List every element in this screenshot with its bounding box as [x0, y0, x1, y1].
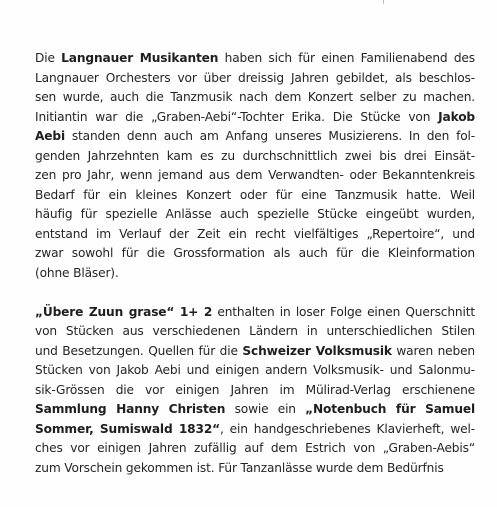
text-line	[35, 108, 475, 128]
text-line	[35, 439, 475, 459]
text-line	[35, 244, 475, 264]
text-line	[35, 225, 475, 245]
text-segment: sen wurde, auch die Tanzmusik nach dem Konzert selber zu machen.	[35, 90, 475, 104]
text-segment: Langnauer Orchesters vor über dreissig Jahren gebildet, als beschlos-	[35, 70, 475, 85]
text-segment: zen pro Jahr, wenn jemand aus dem Verwandten- oder Bekanntenkreis	[35, 168, 475, 182]
text-line	[35, 303, 475, 323]
text-line	[35, 49, 475, 69]
text-segment: Initiantin war die „Graben-Aebi“-Tochter Erika. Die Stücke von	[35, 109, 439, 124]
text-line	[35, 361, 475, 381]
text-segment: , ein handgeschriebenes Klavierheft, wel-	[220, 421, 475, 436]
text-line	[35, 147, 475, 167]
text-line	[35, 381, 475, 401]
text-segment: und Besetzungen. Quellen für die	[35, 343, 243, 358]
text-segment: zwar sowohl für die Grossformation als auch für die Kleinformation	[35, 246, 475, 260]
bold-text: Langnauer Musikanten	[61, 51, 219, 65]
scan-mark	[383, 0, 384, 4]
text-line	[35, 69, 475, 89]
text-segment: sik-Grössen die vor einigen Jahren im Mülirad-Verlag erschienene	[35, 382, 475, 397]
text-line	[35, 88, 475, 108]
text-segment: ches vor einigen Jahren zufällig auf dem Estrich von „Graben-Aebis“	[35, 441, 475, 455]
paragraph	[35, 303, 475, 479]
text-segment: Stücken von Jakob Aebi und einigen andern Volksmusik- und Salonmu-	[35, 363, 475, 377]
text-line	[35, 420, 475, 440]
bold-text: Sammlung Hanny Christen	[35, 402, 226, 416]
text-line	[35, 400, 475, 420]
text-line	[35, 264, 475, 284]
text-segment: genden Jahrzehnten kam es zu durchschnittlich zwei bis drei Einsät-	[35, 148, 475, 163]
bold-text: Jakob	[438, 109, 475, 124]
text-line	[35, 127, 475, 147]
text-line	[35, 459, 475, 479]
paragraph	[35, 49, 475, 283]
text-segment: Die	[35, 51, 62, 65]
text-segment: Bedarf für ein kleines Konzert oder für eine Tanzmusik hatte. Weil	[35, 187, 475, 202]
text-segment: standen denn auch am Anfang unseres Musizierens. In den fol-	[65, 129, 475, 143]
text-line	[35, 186, 475, 206]
text-line	[35, 322, 475, 342]
document-body	[35, 49, 475, 478]
bold-text: Aebi	[35, 129, 65, 143]
text-segment: von Stücken aus verschiedenen Ländern in unterschiedlichen Stilen	[35, 324, 475, 338]
bold-text: „Übere Zuun grase“ 1+ 2	[35, 304, 213, 319]
text-segment: sowie ein	[225, 402, 306, 416]
text-segment: haben sich für einen Familienabend des	[218, 51, 475, 65]
text-line	[35, 166, 475, 186]
text-line	[35, 205, 475, 225]
text-segment: enthalten in loser Folge einen Querschnitt	[212, 304, 475, 319]
text-segment: zum Vorschein gekommen ist. Für Tanzanlässe wurde dem Bedürfnis	[35, 460, 444, 475]
text-segment: häufig für spezielle Anlässe auch spezielle Stücke eingeübt wurden,	[35, 207, 475, 221]
bold-text: Sommer, Sumiswald 1832“	[35, 421, 221, 436]
text-line	[35, 342, 475, 362]
text-segment: waren neben	[391, 343, 476, 358]
bold-text: Schweizer Volksmusik	[242, 343, 392, 358]
text-segment: (ohne Bläser).	[35, 265, 119, 280]
bold-text: „Notenbuch für Samuel	[305, 402, 475, 416]
text-segment: entstand im Verlauf der Zeit ein recht vielfältiges „Repertoire“, und	[35, 226, 475, 241]
